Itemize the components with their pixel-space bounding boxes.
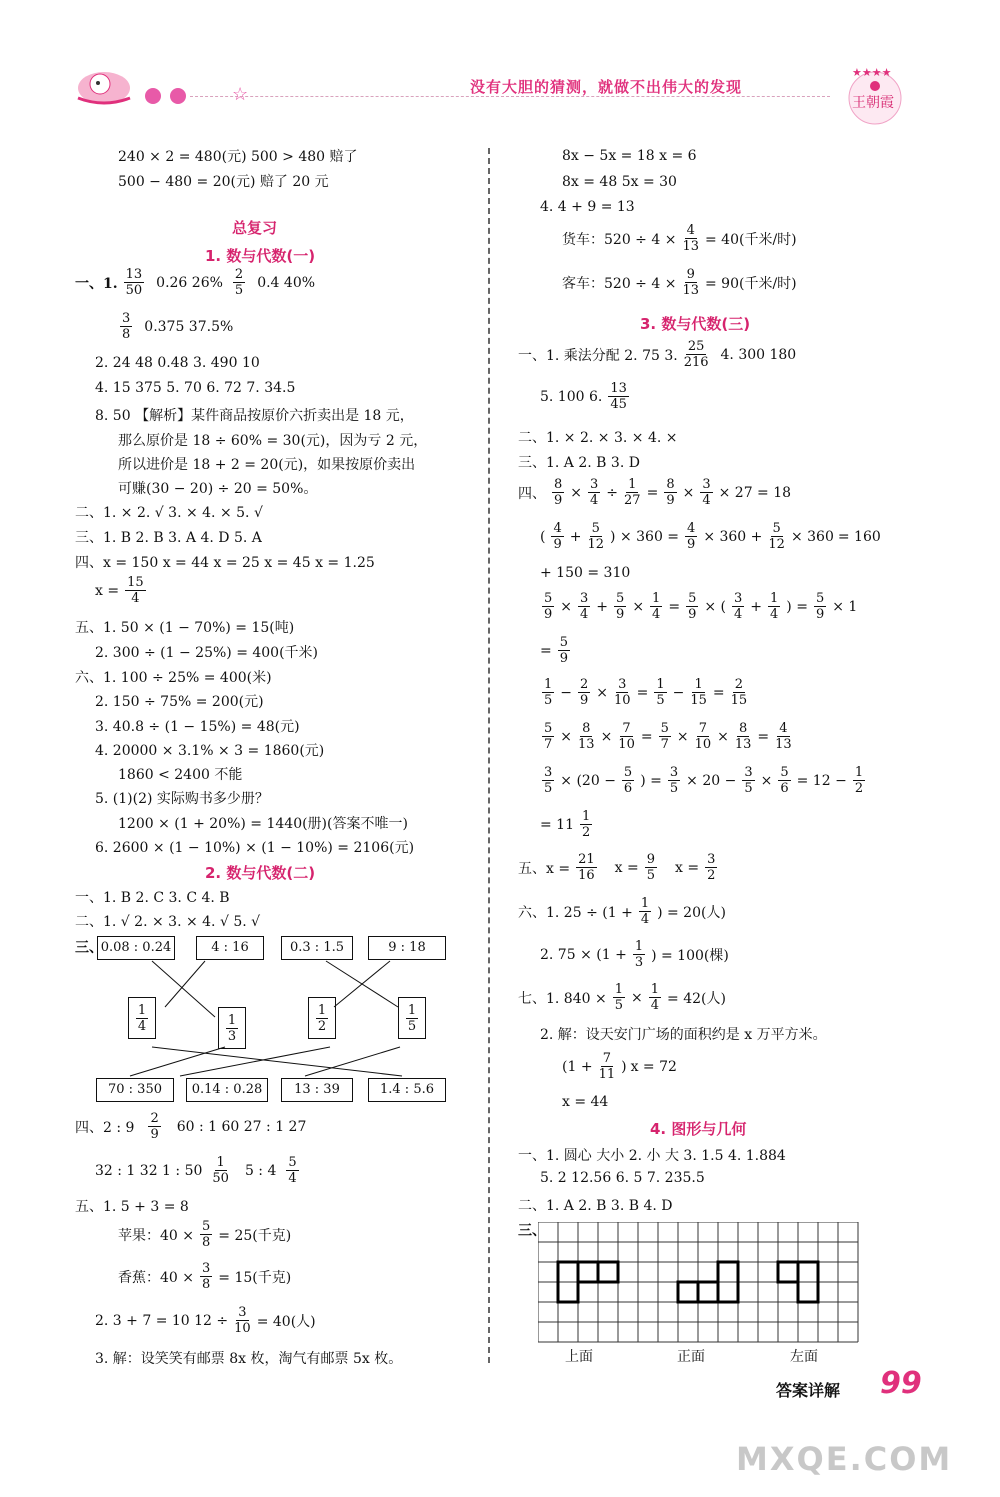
ratio-box: 9 : 18 xyxy=(368,936,446,960)
answer-text: x = xyxy=(614,859,639,876)
section-title: 总复习 xyxy=(232,219,278,237)
section-title: 3. 数与代数(三) xyxy=(640,315,751,333)
fraction: $\frac{5}{4}$ xyxy=(288,1155,297,1186)
answer-line: 1200 × (1 + 20%) = 1440(册)(答案不唯一) xyxy=(118,816,408,832)
answer-text: 六、1. 25 ÷ (1 + xyxy=(518,904,633,921)
view-grid xyxy=(538,1222,860,1344)
answer-line: 8. 50 【解析】某件商品按原价六折卖出是 18 元， xyxy=(95,408,414,424)
answer-line: 五、1. 5 + 3 = 8 xyxy=(75,1199,189,1215)
answer-text: 苹果：40 × xyxy=(118,1227,194,1244)
answer-text: 4. 300 180 xyxy=(720,346,797,363)
answer-text: = 40(千米/时) xyxy=(705,231,797,248)
ratio-box: 4 : 16 xyxy=(196,936,264,960)
answer-line: 一、1. B 2. C 3. C 4. B xyxy=(75,890,230,906)
view-label: 上面 xyxy=(565,1349,593,1365)
equation-line: + 150 = 310 xyxy=(540,565,631,581)
item-label: 一、1. xyxy=(75,275,118,292)
answer-line: 2. 解：设天安门广场的面积约是 x 万平方米。 xyxy=(540,1027,827,1043)
answer-text: x = xyxy=(95,582,120,599)
answer-line: 3. 解：设笑笑有邮票 8x 枚，淘气有邮票 5x 枚。 xyxy=(95,1351,403,1367)
answer-line: 4. 15 375 5. 70 6. 72 7. 34.5 xyxy=(95,380,296,396)
ratio-box: 0.08 : 0.24 xyxy=(97,936,175,960)
equation-line: ( $\frac{4}{9}$ + $\frac{5}{12}$ ) × 360 = $\frac{4}{9}$ × 360 + $\frac{5}{12}$ × 360 = 160 xyxy=(540,521,881,552)
answer-line: 三、1. B 2. B 3. A 4. D 5. A xyxy=(75,530,262,546)
equation-line: = $\frac{5}{9}$ xyxy=(540,635,569,666)
answer-text: = 160 xyxy=(837,528,881,545)
equation-line: $\frac{1}{5}$ − $\frac{2}{9}$ × $\frac{3}{10}$ = $\frac{1}{5}$ − $\frac{1}{15}$ = $\frac{2}{15}$ xyxy=(544,677,748,708)
item-label: 四、 xyxy=(518,485,546,502)
answer-text: 2. 75 × (1 + xyxy=(540,946,627,963)
matching-lines xyxy=(0,0,500,1120)
answer-line: 二、1. × 2. × 3. × 4. × xyxy=(518,430,678,446)
answer-line: 5. 2 12.56 6. 5 7. 235.5 xyxy=(540,1170,705,1186)
answer-text: ) = 20(人) xyxy=(657,904,726,921)
view-label: 左面 xyxy=(790,1349,818,1365)
ratio-box: 0.14 : 0.28 xyxy=(186,1078,268,1102)
ratio-box: 70 : 350 xyxy=(96,1078,174,1102)
answer-line xyxy=(562,268,797,297)
answer-line: 4. 20000 × 3.1% × 3 = 1860(元) xyxy=(95,743,325,759)
answer-line: 5. (1)(2) 实际购书多少册？ xyxy=(95,791,269,807)
star-icon: ☆ xyxy=(232,84,249,105)
fraction: $\frac{3}{8}$ xyxy=(122,311,131,342)
answer-text: = 25(千克) xyxy=(218,1227,292,1244)
answer-line: 8x = 48 5x = 30 xyxy=(562,174,677,190)
equation-line: $\frac{3}{5}$ × (20 − $\frac{5}{6}$ ) = $\frac{3}{5}$ × 20 − $\frac{3}{5}$ × $\frac{5}{6}$ = 12 − $\frac{1}{2}$ xyxy=(544,765,864,796)
fraction: $\frac{13}{45}$ xyxy=(610,381,627,412)
answer-line: 6. 2600 × (1 − 10%) × (1 − 10%) = 2106(元) xyxy=(95,840,415,856)
text-line: 500 − 480 = 20(元) 赔了 20 元 xyxy=(118,174,329,190)
ratio-box: 13 : 39 xyxy=(281,1078,353,1102)
fraction: $\frac{2}{5}$ xyxy=(234,267,244,298)
watermark: MXQE.COM xyxy=(736,1440,953,1478)
answer-line xyxy=(562,224,797,253)
answer-line: 可赚(30 − 20) ÷ 20 = 50%。 xyxy=(118,481,318,497)
fraction: $\frac{13}{50}$ xyxy=(125,267,143,298)
item-label: 三、 xyxy=(75,940,103,956)
ratio-box: 1.4 : 5.6 xyxy=(368,1078,446,1102)
answer-line: 三、1. A 2. B 3. D xyxy=(518,455,640,471)
fraction: $\frac{15}{4}$ xyxy=(127,575,144,606)
fraction-box: $\frac{1}{3}$ xyxy=(218,1007,246,1049)
answer-line: 六、1. 25 ÷ (1 + $\frac{1}{4}$ ) = 20(人) xyxy=(518,896,726,927)
answer-line: 2. 150 ÷ 75% = 200(元) xyxy=(95,694,264,710)
text-line: 240 × 2 = 480(元) 500 > 480 赔了 xyxy=(118,149,358,165)
answer-text: 2. 3 + 7 = 10 12 ÷ xyxy=(95,1312,229,1329)
answer-text: 五、x = xyxy=(518,860,571,877)
answer-line: 五、x = $\frac{21}{16}$ x = $\frac{9}{5}$ x = $\frac{3}{2}$ xyxy=(518,852,716,883)
fraction: $\frac{25}{216}$ xyxy=(683,339,709,370)
answer-line: 四、x = 150 x = 44 x = 25 x = 45 x = 1.25 xyxy=(75,555,375,571)
answer-line: 2. 75 × (1 + $\frac{1}{3}$ ) = 100(棵) xyxy=(540,939,729,970)
answer-text: x = xyxy=(674,859,700,876)
answer-text: 七、1. 840 × xyxy=(518,990,607,1007)
answer-text: 5 : 4 xyxy=(244,1162,277,1179)
answer-text: 四、2 : 9 xyxy=(75,1119,135,1136)
fraction: $\frac{4}{13}$ xyxy=(682,223,699,254)
answer-line: 1860 < 2400 不能 xyxy=(118,767,243,783)
answer-text: 5. 100 6. xyxy=(540,388,603,405)
fraction: $\frac{2}{9}$ xyxy=(150,1111,159,1142)
answer-text: = 15(千克) xyxy=(218,1269,292,1286)
equation-line: $\frac{5}{7}$ × $\frac{8}{13}$ × $\frac{7}{10}$ = $\frac{5}{7}$ × $\frac{7}{10}$ × $\frac{8}{13}$ = $\frac{4}{13}$ xyxy=(544,721,792,752)
answer-line: 五、1. 50 × (1 − 70%) = 15(吨) xyxy=(75,620,295,636)
answer-line xyxy=(95,1306,316,1335)
fraction: $\frac{9}{13}$ xyxy=(682,267,699,298)
equation-line: = 11 $\frac{1}{2}$ xyxy=(540,809,591,840)
answer-line: 4. 4 + 9 = 13 xyxy=(540,199,635,215)
answer-line: 七、1. 840 × $\frac{1}{5}$ × $\frac{1}{4}$ = 42(人) xyxy=(518,982,726,1013)
answer-line: 那么原价是 18 ÷ 60% = 30(元)，因为亏 2 元， xyxy=(118,433,428,449)
answer-line: 二、1. A 2. B 3. B 4. D xyxy=(518,1198,673,1214)
answer-line: 2. 300 ÷ (1 − 25%) = 400(千米) xyxy=(95,645,319,661)
answer-text: 一、1. 乘法分配 2. 75 3. xyxy=(518,347,678,364)
fraction: $\frac{3}{10}$ xyxy=(234,1305,251,1336)
answer-text: = 90(千米/时) xyxy=(705,275,797,292)
equation-line: 四、 $\frac{8}{9}$ × $\frac{3}{4}$ ÷ $\frac{1}{27}$ = $\frac{8}{9}$ × $\frac{3}{4}$ × 27 = 18 xyxy=(518,477,792,508)
section-title: 2. 数与代数(二) xyxy=(205,864,316,882)
answer-line xyxy=(75,1112,306,1141)
section-title: 4. 图形与几何 xyxy=(650,1120,747,1138)
answer-line: 2. 24 48 0.48 3. 490 10 xyxy=(95,355,260,371)
answer-line xyxy=(540,382,631,411)
svg-text:★★★★: ★★★★ xyxy=(852,66,892,79)
answer-line xyxy=(118,1262,291,1291)
fraction-box: $\frac{1}{5}$ xyxy=(398,997,426,1039)
answer-text: 香蕉：40 × xyxy=(118,1269,194,1286)
answer-text: 0.4 40% xyxy=(257,274,316,291)
fraction-box: $\frac{1}{4}$ xyxy=(128,997,156,1039)
fraction-box: $\frac{1}{2}$ xyxy=(308,997,336,1039)
equation-line: $\frac{5}{9}$ × $\frac{3}{4}$ + $\frac{5}{9}$ × $\frac{1}{4}$ = $\frac{5}{9}$ × ( $\frac{3}{4}$ + $\frac{1}{4}$ ) = $\frac{5}{9}$ × 1 xyxy=(544,591,858,622)
brand-name: 王朝霞 xyxy=(852,95,894,111)
answer-text: x = 72 xyxy=(630,1058,677,1075)
answer-line xyxy=(518,340,796,369)
answer-text: 32 : 1 32 1 : 50 xyxy=(95,1162,203,1179)
answer-line: 8x − 5x = 18 x = 6 xyxy=(562,148,697,164)
section-title: 1. 数与代数(一) xyxy=(205,247,316,265)
footer-label: 答案详解 xyxy=(776,1381,841,1400)
answer-text: = 40(人) xyxy=(256,1313,316,1330)
answer-text: 0.375 37.5% xyxy=(144,318,234,335)
answer-text: 货车：520 ÷ 4 × xyxy=(562,231,677,248)
ratio-box: 0.3 : 1.5 xyxy=(281,936,353,960)
fraction: $\frac{5}{8}$ xyxy=(202,1219,211,1250)
header-motto: 没有大胆的猜测，就做不出伟大的发现 xyxy=(470,78,743,96)
answer-line: 六、1. 100 ÷ 25% = 400(米) xyxy=(75,670,272,686)
answer-text: 0.26 26% xyxy=(156,274,223,291)
fraction: $\frac{3}{8}$ xyxy=(202,1261,211,1292)
answer-line: 所以进价是 18 + 2 = 20(元)，如果按原价卖出 xyxy=(118,457,416,473)
answer-text: = 42(人) xyxy=(667,990,726,1007)
answer-line: (1 + $\frac{7}{11}$ ) x = 72 xyxy=(562,1051,677,1082)
item-label: 三、 xyxy=(518,1223,546,1239)
answer-line: 二、1. × 2. √ 3. × 4. × 5. √ xyxy=(75,505,263,521)
page-number: 99 xyxy=(880,1366,922,1401)
answer-line: 3. 40.8 ÷ (1 − 15%) = 48(元) xyxy=(95,719,300,735)
view-label: 正面 xyxy=(677,1349,705,1365)
answer-text: ) = 100(棵) xyxy=(651,947,729,964)
answer-text: 60 : 1 60 27 : 1 27 xyxy=(176,1118,307,1135)
fraction: $\frac{1}{50}$ xyxy=(212,1155,229,1186)
answer-line: 二、1. √ 2. × 3. × 4. √ 5. √ xyxy=(75,914,261,930)
answer-line: x = 44 xyxy=(562,1094,609,1110)
answer-line xyxy=(95,1156,301,1185)
answer-text: 客车：520 ÷ 4 × xyxy=(562,275,677,292)
answer-line: 一、1. 圆心 大小 2. 小 大 3. 1.5 4. 1.884 xyxy=(518,1148,786,1164)
answer-line xyxy=(118,1220,291,1249)
